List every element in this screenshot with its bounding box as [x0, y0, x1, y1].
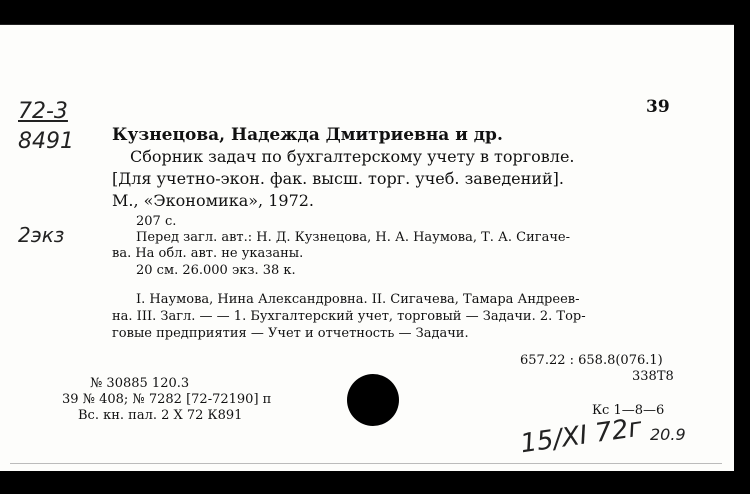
handwritten-mark: 20.9 — [650, 425, 686, 444]
classification-index: 657.22 : 658.8(076.1) — [520, 353, 663, 368]
tracing-line-1: I. Наумова, Нина Александровна. II. Сигачева, Тамара Андреев- — [136, 292, 580, 307]
punch-hole — [347, 374, 399, 426]
page-number: 39 — [646, 97, 670, 117]
description-line-3: ва. На обл. авт. не указаны. — [112, 246, 304, 261]
author-heading: Кузнецова, Надежда Дмитриевна и др. — [112, 125, 503, 145]
handwritten-date: 15/XI 72г — [518, 412, 644, 460]
footer-line-1: № 30885 120.3 — [90, 376, 190, 391]
tracing-line-2: на. III. Загл. — — 1. Бухгалтерский учет, торговый — Задачи. 2. Тор- — [112, 309, 586, 324]
title-line-3: М., «Экономика», 1972. — [112, 191, 315, 210]
footer-line-3: Вс. кн. пал. 2 X 72 К891 — [78, 408, 243, 423]
description-line-2: Перед загл. авт.: Н. Д. Кузнецова, Н. А. Наумова, Т. А. Сигаче- — [136, 230, 570, 245]
description-line-4: 20 см. 26.000 экз. 38 к. — [136, 263, 296, 278]
author-code: 338Т8 — [632, 369, 674, 384]
title-line-1: Сборник задач по бухгалтерскому учету в торговле. — [130, 147, 575, 166]
call-number-top: 72-3 — [18, 99, 68, 124]
call-number-bottom: 8491 — [18, 129, 74, 154]
title-line-2: [Для учетно-экон. фак. высш. торг. учеб. заведений]. — [112, 169, 564, 188]
footer-line-2: 39 № 408; № 7282 [72-72190] п — [62, 392, 272, 407]
bottom-divider — [10, 463, 722, 464]
copies-note: 2экз — [18, 223, 65, 247]
description-pages: 207 с. — [136, 214, 177, 229]
tracing-line-3: говые предприятия — Учет и отчетность — Задачи. — [112, 326, 469, 341]
stamp-code: Кс 1—8—6 — [592, 403, 665, 418]
